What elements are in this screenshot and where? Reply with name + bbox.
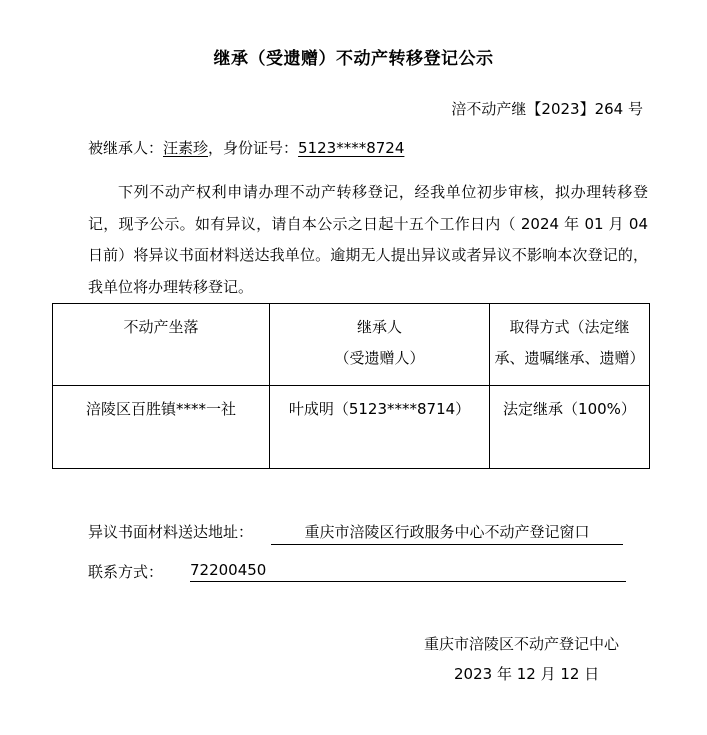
decedent-name: 汪素珍 bbox=[163, 139, 209, 157]
id-label: ，身份证号： bbox=[208, 139, 299, 157]
header-heir bbox=[270, 304, 490, 386]
table-row bbox=[53, 386, 650, 469]
decedent-label: 被继承人： bbox=[88, 139, 164, 157]
decedent-line bbox=[88, 137, 404, 158]
header-method bbox=[490, 304, 650, 386]
issuer-name: 重庆市涪陵区不动产登记中心 bbox=[424, 635, 620, 653]
contact-value: 72200450 bbox=[190, 561, 626, 582]
document-number: 涪不动产继【2023】264 号 bbox=[451, 100, 643, 118]
header-method-line2: 承、遗嘱继承、遗赠） bbox=[494, 349, 645, 367]
decedent-id: 5123****8724 bbox=[298, 139, 405, 157]
table-header-row bbox=[53, 304, 650, 386]
objection-address-value: 重庆市涪陵区行政服务中心不动产登记窗口 bbox=[271, 521, 623, 545]
document-title: 继承（受遗赠）不动产转移登记公示 bbox=[213, 49, 494, 69]
issue-date: 2023 年 12 月 12 日 bbox=[454, 665, 600, 683]
header-heir-line2: （受遗赠人） bbox=[334, 349, 425, 367]
notice-body: 下列不动产权利申请办理不动产转移登记，经我单位初步审核，拟办理转移登记，现予公示。如有异议，请自本公示之日起十五个工作日内（ 2024 年 01 月 04 日前）将异议书面材料送达我单位。逾期无人提出异议或者异议不影响本次登记的，我单位将办理转移登记。 bbox=[88, 183, 648, 296]
property-table bbox=[52, 303, 650, 469]
objection-address-label: 异议书面材料送达地址： bbox=[88, 523, 254, 541]
cell-heir: 叶成明（5123****8714） bbox=[270, 386, 490, 469]
cell-location: 涪陵区百胜镇****一社 bbox=[53, 386, 270, 469]
header-method-line1: 取得方式（法定继 bbox=[509, 318, 630, 336]
cell-method: 法定继承（100%） bbox=[490, 386, 650, 469]
header-heir-line1: 继承人 bbox=[356, 318, 402, 336]
header-location: 不动产坐落 bbox=[53, 304, 270, 386]
contact-label: 联系方式： bbox=[88, 563, 164, 581]
